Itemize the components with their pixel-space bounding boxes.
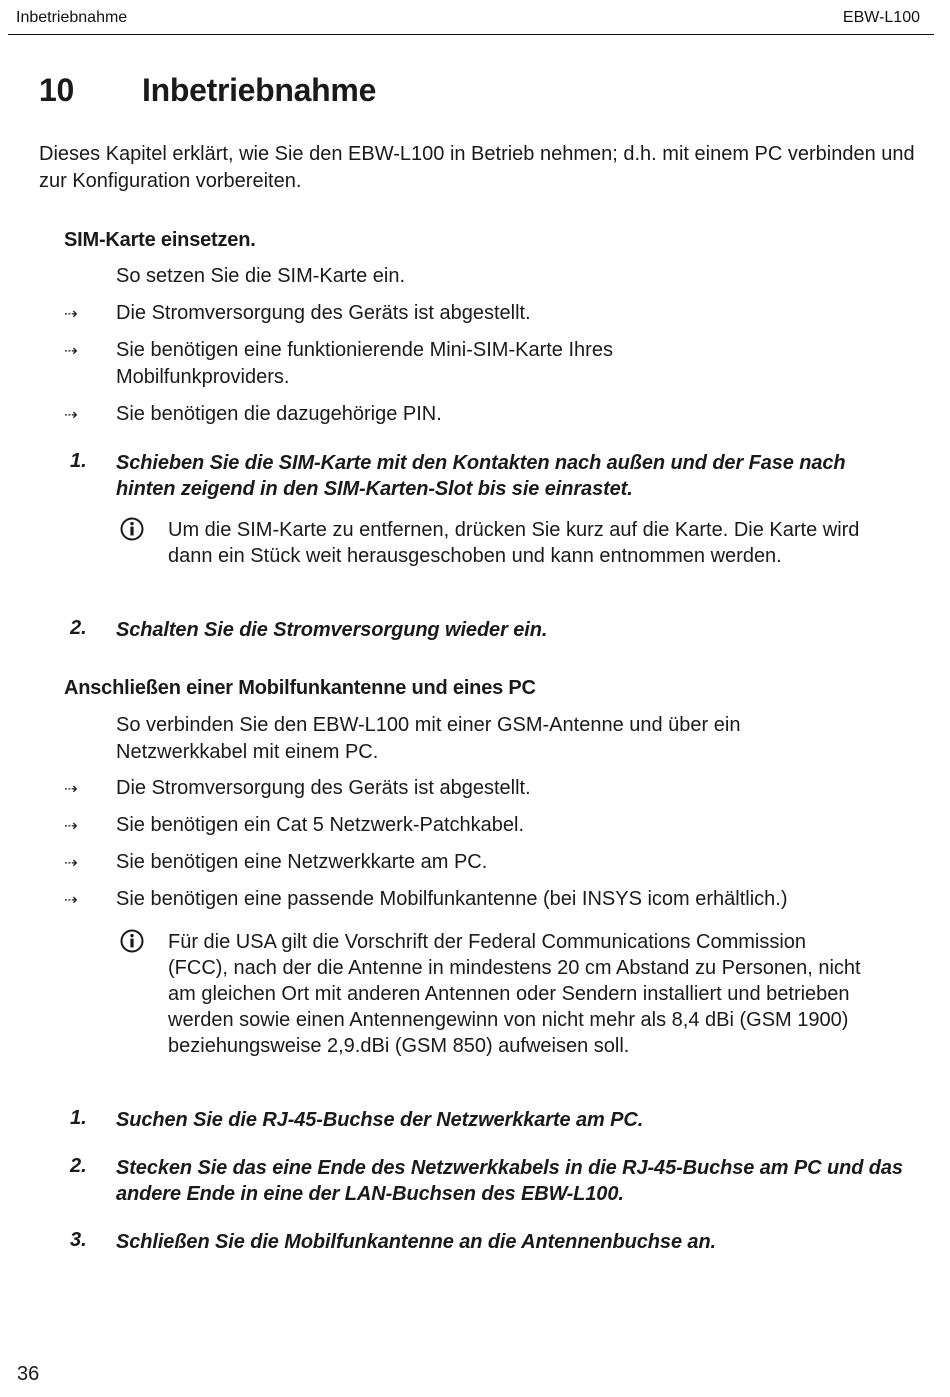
arrow-right-icon: ⇢ xyxy=(64,892,78,909)
step-number: 2. xyxy=(70,1155,87,1177)
arrow-right-icon: ⇢ xyxy=(64,306,78,323)
prerequisite-item: Sie benötigen eine passende Mobilfunkantenne (bei INSYS icom erhältlich.) xyxy=(116,888,788,910)
header-divider xyxy=(8,34,934,35)
step-number: 2. xyxy=(70,617,87,639)
prerequisite-item: Sie benötigen ein Cat 5 Netzwerk-Patchkabel. xyxy=(116,814,525,836)
prerequisite-item: Sie benötigen eine Netzwerkkarte am PC. xyxy=(116,851,488,873)
step-instruction: Schließen Sie die Mobilfunkantenne an die Antennenbuchse an. xyxy=(116,1231,717,1253)
info-icon xyxy=(120,517,144,541)
arrow-right-icon: ⇢ xyxy=(64,407,78,424)
arrow-right-icon: ⇢ xyxy=(64,781,78,798)
page-number: 36 xyxy=(17,1363,40,1385)
info-note: Um die SIM-Karte zu entfernen, drücken Sie kurz auf die Karte. Die Karte wird dann ein Stück weit herausgeschoben und kann entnommen werden. xyxy=(168,519,860,567)
step-instruction: Schieben Sie die SIM-Karte mit den Kontakten nach außen und der Fase nach hinten zeigend in den SIM-Karten-Slot bis sie einrastet. xyxy=(116,452,846,500)
running-header-product: EBW-L100 xyxy=(842,9,920,26)
prerequisite-item: Die Stromversorgung des Geräts ist abgestellt. xyxy=(116,777,531,799)
prerequisite-item: Sie benötigen die dazugehörige PIN. xyxy=(116,403,442,425)
chapter-intro: Dieses Kapitel erklärt, wie Sie den EBW-L100 in Betrieb nehmen; d.h. mit einem PC verbinden und zur Konfiguration vorbereiten. xyxy=(39,143,915,192)
running-header-title: Inbetriebnahme xyxy=(16,9,128,26)
arrow-right-icon: ⇢ xyxy=(64,818,78,835)
step-number: 3. xyxy=(70,1229,87,1251)
prerequisite-item: Sie benötigen eine funktionierende Mini-SIM-Karte Ihres Mobilfunkproviders. xyxy=(116,339,613,388)
info-icon xyxy=(120,929,144,953)
step-instruction: Stecken Sie das eine Ende des Netzwerkkabels in die RJ-45-Buchse am PC und das andere Ende in eine der LAN-Buchsen des EBW-L100. xyxy=(116,1157,903,1205)
step-instruction: Schalten Sie die Stromversorgung wieder ein. xyxy=(116,619,548,641)
prerequisite-item: Die Stromversorgung des Geräts ist abgestellt. xyxy=(116,302,531,324)
chapter-number: 10 xyxy=(39,72,74,108)
section-heading-antenna-pc: Anschließen einer Mobilfunkantenne und eines PC xyxy=(64,677,536,699)
chapter-title-text: Inbetriebnahme xyxy=(142,72,377,108)
arrow-right-icon: ⇢ xyxy=(64,855,78,872)
chapter-title xyxy=(39,72,376,109)
step-number: 1. xyxy=(70,450,87,472)
section-intro: So verbinden Sie den EBW-L100 mit einer GSM-Antenne und über ein Netzwerkkabel mit einem PC. xyxy=(116,714,741,763)
info-note: Für die USA gilt die Vorschrift der Federal Communications Commission (FCC), nach der die Antenne in mindestens 20 cm Abstand zu Personen, nicht am gleichen Ort mit anderen Antennen oder Sendern installiert und betrieben werden sowie einen Antennengewinn von nicht mehr als 8,4 dBi (GSM 1900) beziehungsweise 2,9.dBi (GSM 850) aufweisen soll. xyxy=(168,931,861,1057)
arrow-right-icon: ⇢ xyxy=(64,343,78,360)
step-number: 1. xyxy=(70,1107,87,1129)
step-instruction: Suchen Sie die RJ-45-Buchse der Netzwerkkarte am PC. xyxy=(116,1109,644,1131)
section-intro: So setzen Sie die SIM-Karte ein. xyxy=(116,265,406,287)
section-heading-sim: SIM-Karte einsetzen. xyxy=(64,229,256,251)
